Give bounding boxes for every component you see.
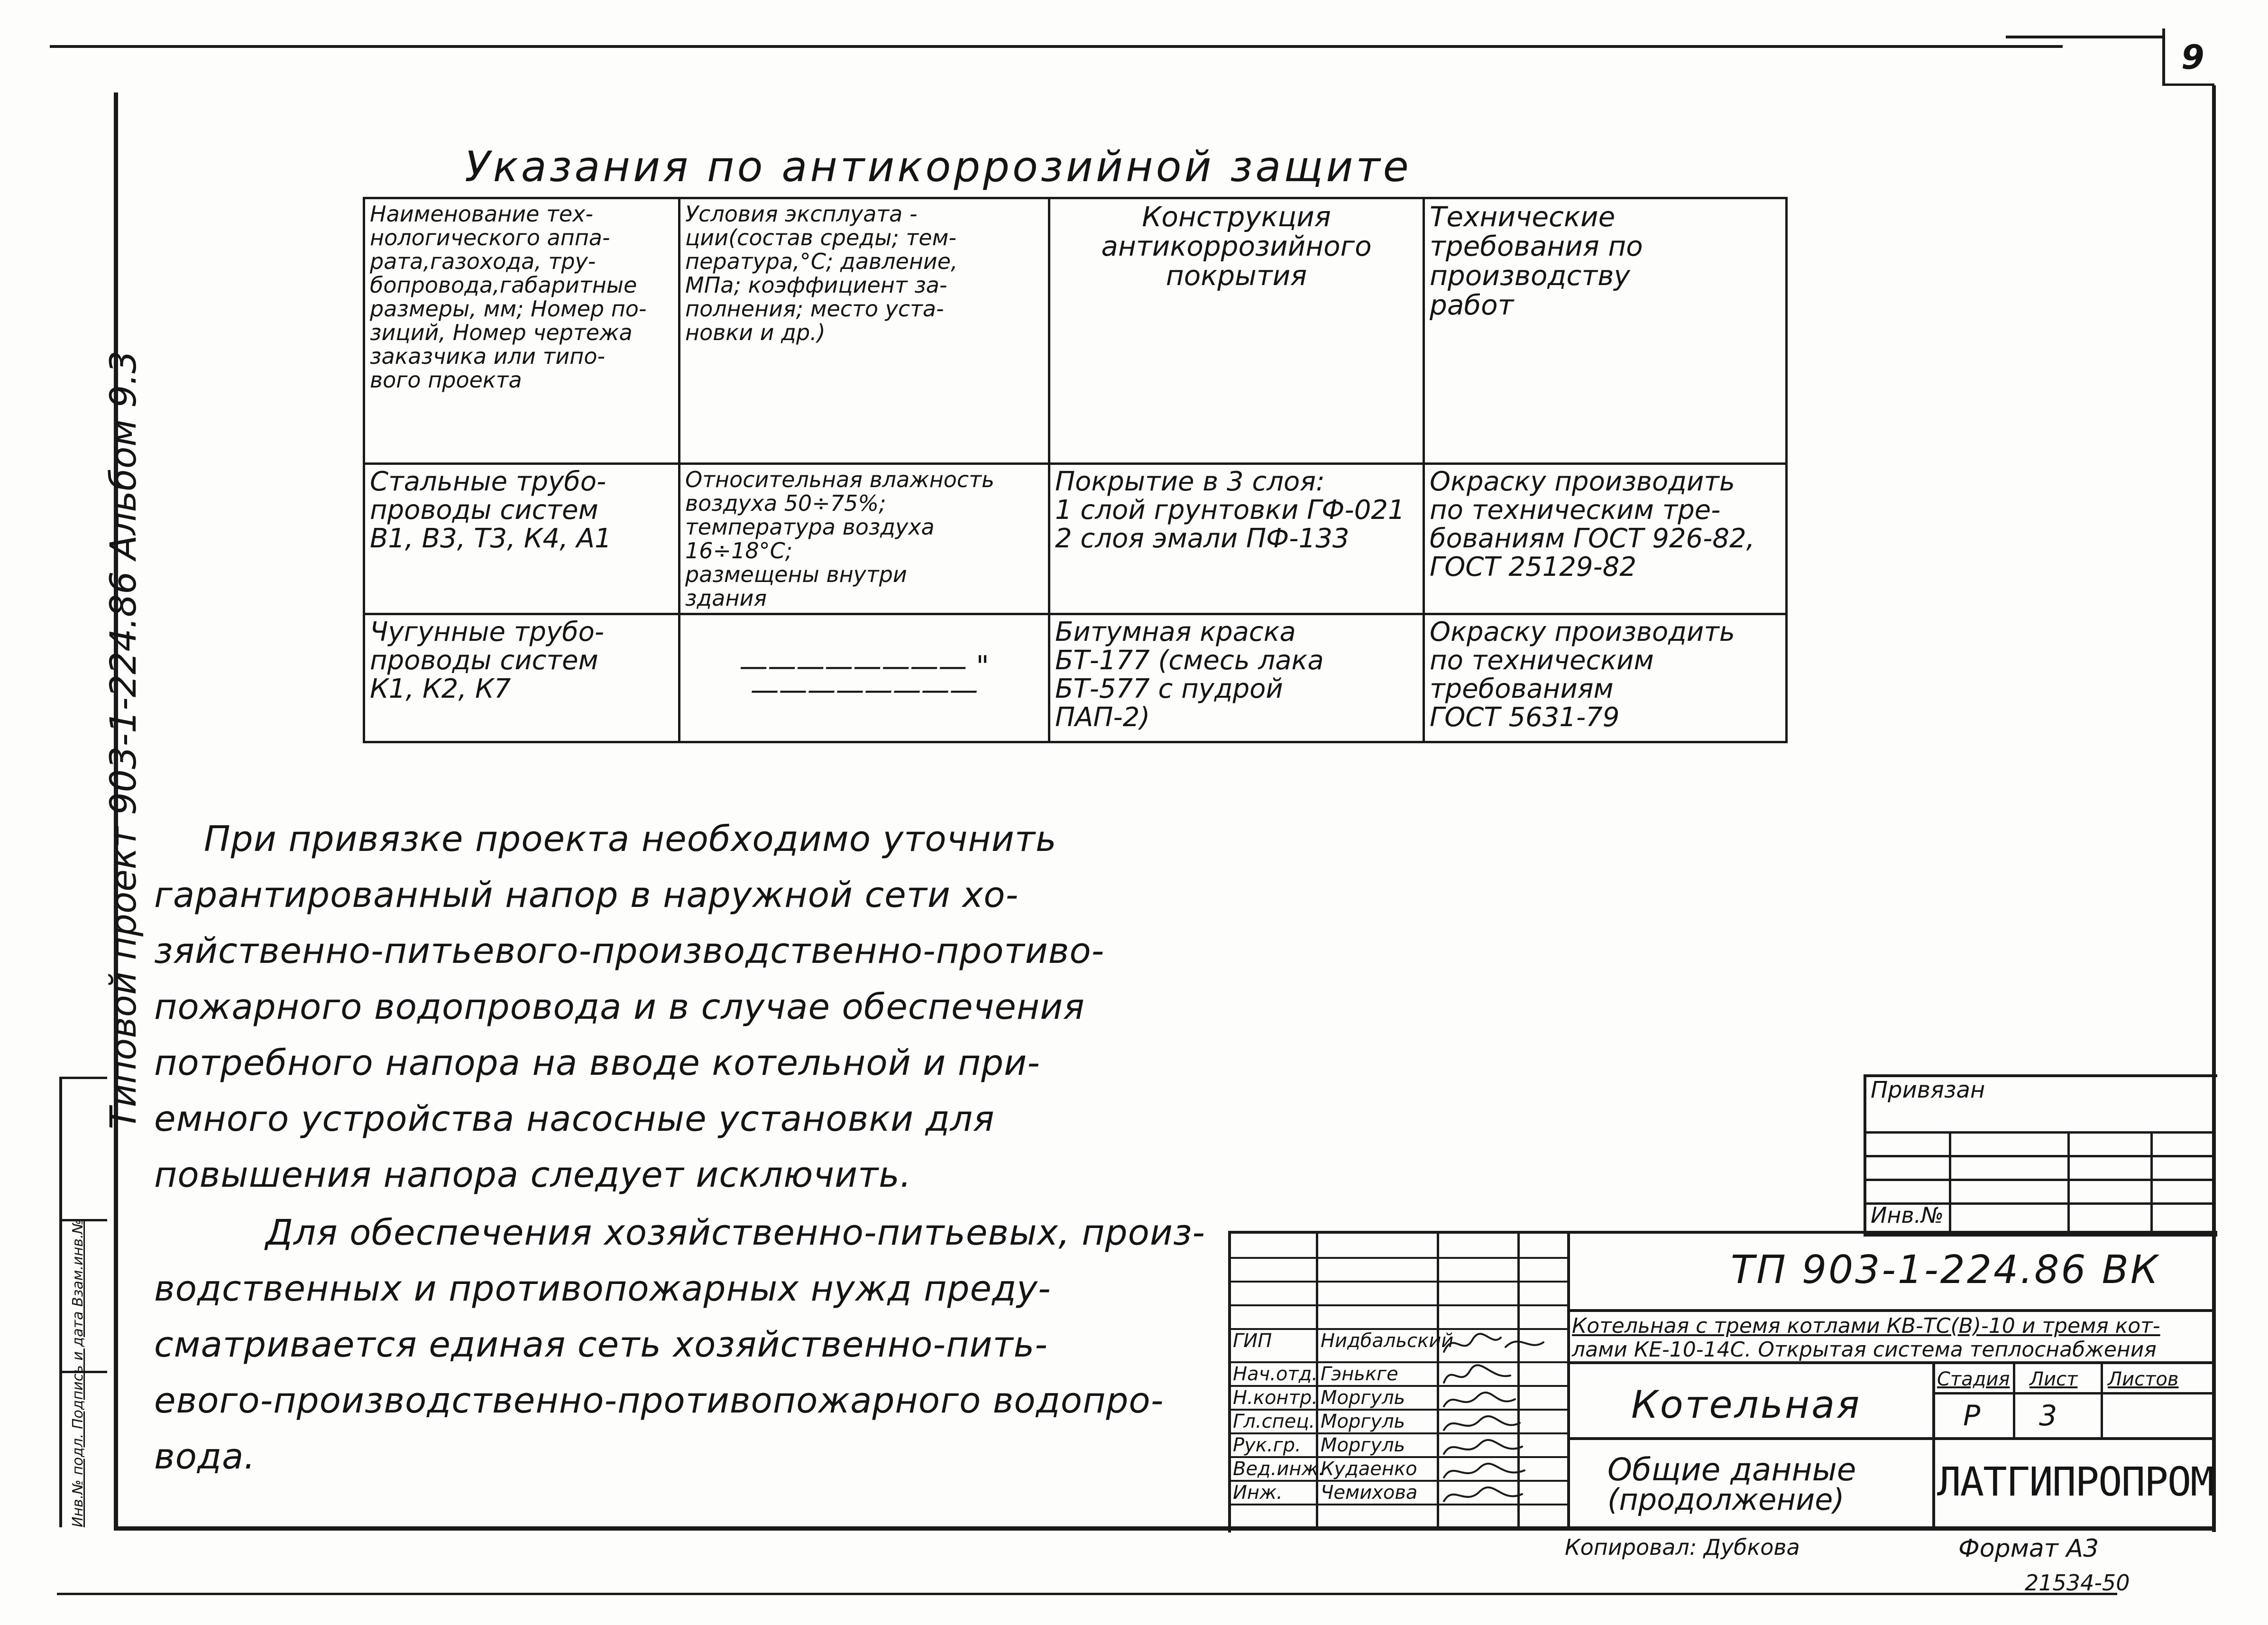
cell-line: В1, В3, Т3, К4, А1	[370, 523, 612, 554]
cell-line: проводы систем	[370, 645, 598, 676]
signatory-name: Кудаенко	[1321, 1458, 1417, 1480]
privyazan-col-line	[1949, 1131, 1951, 1231]
tb-row-line	[1932, 1392, 2214, 1394]
page-number-box-bottom	[2162, 83, 2214, 86]
note-line: При привязке проекта необходимо уточнить	[204, 819, 1057, 859]
note-line: емного устройства насосные установки для	[154, 1099, 995, 1139]
table-cell	[1424, 614, 1787, 742]
signatory-name: Гэнькге	[1321, 1363, 1398, 1385]
note-line: вода.	[154, 1436, 256, 1477]
signatures-scribbles	[1439, 1328, 1548, 1527]
cell-line: ГОСТ 25129-82	[1430, 552, 1636, 582]
cell-line: здания	[685, 585, 767, 611]
cell-line: полнения; место уста-	[685, 296, 944, 322]
privyazan-label: Привязан	[1871, 1077, 1985, 1103]
table-cell	[1049, 614, 1424, 742]
cell-line: БТ-577 с пудрой	[1055, 674, 1283, 704]
cell-line: зиций, Номер чертежа	[370, 320, 633, 345]
tb-col-line	[2013, 1361, 2015, 1437]
cell-line: антикоррозийного	[1101, 230, 1372, 262]
note-line: потребного напора на вводе котельной и при-	[154, 1043, 1040, 1083]
tb-row-line	[1567, 1309, 2214, 1312]
signatory-role: Вед.инж.	[1233, 1458, 1325, 1480]
sheet-title: Общие данные	[1607, 1451, 1856, 1488]
table-row	[364, 614, 1787, 742]
tb-col-line	[1932, 1361, 1935, 1530]
cell-line: рата,газохода, тру-	[370, 249, 596, 274]
cell-line: ПАП-2)	[1055, 702, 1150, 733]
cell-line: нологического аппа-	[370, 225, 610, 250]
signatory-role: ГИП	[1233, 1330, 1272, 1352]
cell-line: размеры, мм; Номер по-	[370, 296, 647, 322]
cell-line: заказчика или типо-	[370, 343, 606, 369]
top-rule-right	[2006, 36, 2162, 38]
sheet-title-continued: (продолжение)	[1607, 1482, 1845, 1517]
cell-line: покрытия	[1166, 259, 1307, 292]
privyazan-row-line	[1864, 1155, 2214, 1157]
cell-line: бопровода,габаритные	[370, 272, 637, 298]
signatory-name: Моргуль	[1321, 1434, 1405, 1456]
cell-line: Чугунные трубо-	[370, 617, 605, 647]
stage-value: Р	[1963, 1399, 1981, 1432]
signatory-name: Моргуль	[1321, 1411, 1405, 1432]
note-line: водственных и противопожарных нужд преду-	[154, 1268, 1051, 1309]
cell-line: по техническим тре-	[1430, 495, 1721, 526]
cell-line: Стальные трубо-	[370, 466, 606, 497]
cell-line: МПа; коэффициент за-	[685, 272, 947, 298]
stage-header: Стадия	[1937, 1368, 2010, 1390]
tb-row-line	[1228, 1281, 1567, 1283]
table-cell	[679, 464, 1049, 614]
top-rule	[50, 45, 2063, 48]
signatory-name: Чемихова	[1321, 1482, 1418, 1504]
sheet-header: Лист	[2029, 1368, 2078, 1390]
header-cell-apparatus	[364, 198, 679, 464]
cell-line: 1 слой грунтовки ГФ-021	[1055, 495, 1405, 526]
project-description: лами КЕ-10-14С. Открытая система теплоснабжения	[1572, 1338, 2157, 1362]
cell-line: Наименование тех-	[370, 201, 594, 227]
cell-line: пература,°С; давление,	[685, 249, 958, 274]
signatory-role: Гл.спец.	[1233, 1411, 1315, 1432]
cell-line: работ	[1430, 289, 1514, 321]
cell-line: Покрытие в 3 слоя:	[1055, 466, 1325, 497]
tb-row-line	[1228, 1304, 1567, 1306]
copied-by: Копировал: Дубкова	[1565, 1534, 1800, 1560]
table-row	[364, 464, 1787, 614]
cell-line: воздуха 50÷75%;	[685, 490, 886, 516]
cell-line: Окраску производить	[1430, 466, 1735, 497]
note-line: зяйственно-питьевого-производственно-противо-	[154, 931, 1105, 971]
table-cell	[1424, 464, 1787, 614]
project-description: Котельная с тремя котлами КВ-ТС(В)-10 и тремя кот-	[1572, 1314, 2160, 1338]
anticorrosion-table	[363, 197, 1788, 743]
archive-number: 21534-50	[2025, 1570, 2130, 1596]
table-cell	[364, 464, 679, 614]
document-code: ТП 903-1-224.86 ВК	[1731, 1247, 2160, 1293]
cell-line: бованиям ГОСТ 926-82,	[1430, 523, 1755, 554]
table-header-row	[364, 198, 1787, 464]
note-line: пожарного водопровода и в случае обеспечения	[154, 987, 1085, 1027]
signatory-role: Рук.гр.	[1233, 1434, 1301, 1456]
signatory-role: Нач.отд.	[1233, 1363, 1318, 1385]
note-line: евого-производственно-противопожарного водопро-	[154, 1380, 1164, 1421]
page-number: 9	[2181, 38, 2204, 77]
cell-line: 2 слоя эмали ПФ-133	[1055, 523, 1350, 554]
signatory-name: Моргуль	[1321, 1387, 1405, 1409]
signatory-role: Н.контр.	[1233, 1387, 1318, 1409]
cell-line: Относительная влажность	[685, 467, 995, 492]
tb-col-line	[2101, 1361, 2103, 1437]
cell-line: Окраску производить	[1430, 617, 1735, 647]
cell-line: К1, К2, К7	[370, 674, 511, 704]
page-title: Указания по антикоррозийной защите	[465, 142, 1412, 191]
side-stamp-text: Инв.№ подл. Подпись и дата Взам.инв.№	[70, 1219, 86, 1527]
signatory-name: Нидбальский	[1321, 1330, 1454, 1352]
cell-line: вого проекта	[370, 367, 522, 393]
bottom-rule	[57, 1593, 2117, 1595]
side-album-label: Типовой проект 903-1-224.86 Альбом 9.3	[102, 351, 144, 1129]
cell-line: Технические	[1430, 201, 1616, 233]
cell-line: Конструкция	[1142, 201, 1331, 233]
table-cell	[1049, 464, 1424, 614]
page-number-box-left	[2162, 28, 2165, 85]
privyazan-col-line	[2067, 1131, 2070, 1231]
cell-line: размещены внутри	[685, 562, 907, 587]
cell-line: ———————— " ————————	[739, 649, 989, 707]
note-line: сматривается единая сеть хозяйственно-пить-	[154, 1324, 1048, 1365]
cell-line: ции(состав среды; тем-	[685, 225, 956, 250]
table-cell-ditto	[679, 614, 1049, 742]
inv-number-label: Инв.№	[1871, 1202, 1944, 1228]
tb-row-line	[1228, 1257, 1567, 1259]
cell-line: производству	[1430, 259, 1630, 292]
header-cell-requirements	[1424, 198, 1787, 464]
cell-line: температура воздуха 16÷18°С;	[685, 514, 935, 563]
cell-line: требованиям	[1430, 674, 1614, 704]
cell-line: БТ-177 (смесь лака	[1055, 645, 1324, 676]
format-note: Формат А3	[1958, 1534, 2099, 1563]
note-line: повышения напора следует исключить.	[154, 1154, 912, 1195]
privyazan-col-line	[2150, 1131, 2153, 1231]
cell-line: ГОСТ 5631-79	[1430, 702, 1620, 733]
note-line: Для обеспечения хозяйственно-питьевых, произ-	[266, 1212, 1206, 1253]
header-cell-coating	[1049, 198, 1424, 464]
sheet-value: 3	[2039, 1399, 2057, 1432]
table-cell	[364, 614, 679, 742]
cell-line: требования по	[1430, 230, 1643, 262]
object-name: Котельная	[1631, 1383, 1862, 1427]
cell-line: проводы систем	[370, 495, 598, 526]
organization-name: ЛАТГИПРОПРОМ	[1937, 1459, 2213, 1505]
tb-row-line	[1567, 1437, 2214, 1440]
privyazan-row-line	[1864, 1179, 2214, 1181]
cell-line: по техническим	[1430, 645, 1654, 676]
cell-line: Битумная краска	[1055, 617, 1296, 647]
cell-line: новки и др.)	[685, 320, 826, 345]
header-cell-conditions	[679, 198, 1049, 464]
privyazan-row-line	[1864, 1131, 2214, 1134]
signatory-role: Инж.	[1233, 1482, 1283, 1504]
cell-line: Условия эксплуата -	[685, 201, 918, 227]
sheets-header: Листов	[2108, 1368, 2179, 1390]
tb-col-line	[1567, 1231, 1570, 1530]
note-line: гарантированный напор в наружной сети хо-	[154, 875, 1019, 915]
